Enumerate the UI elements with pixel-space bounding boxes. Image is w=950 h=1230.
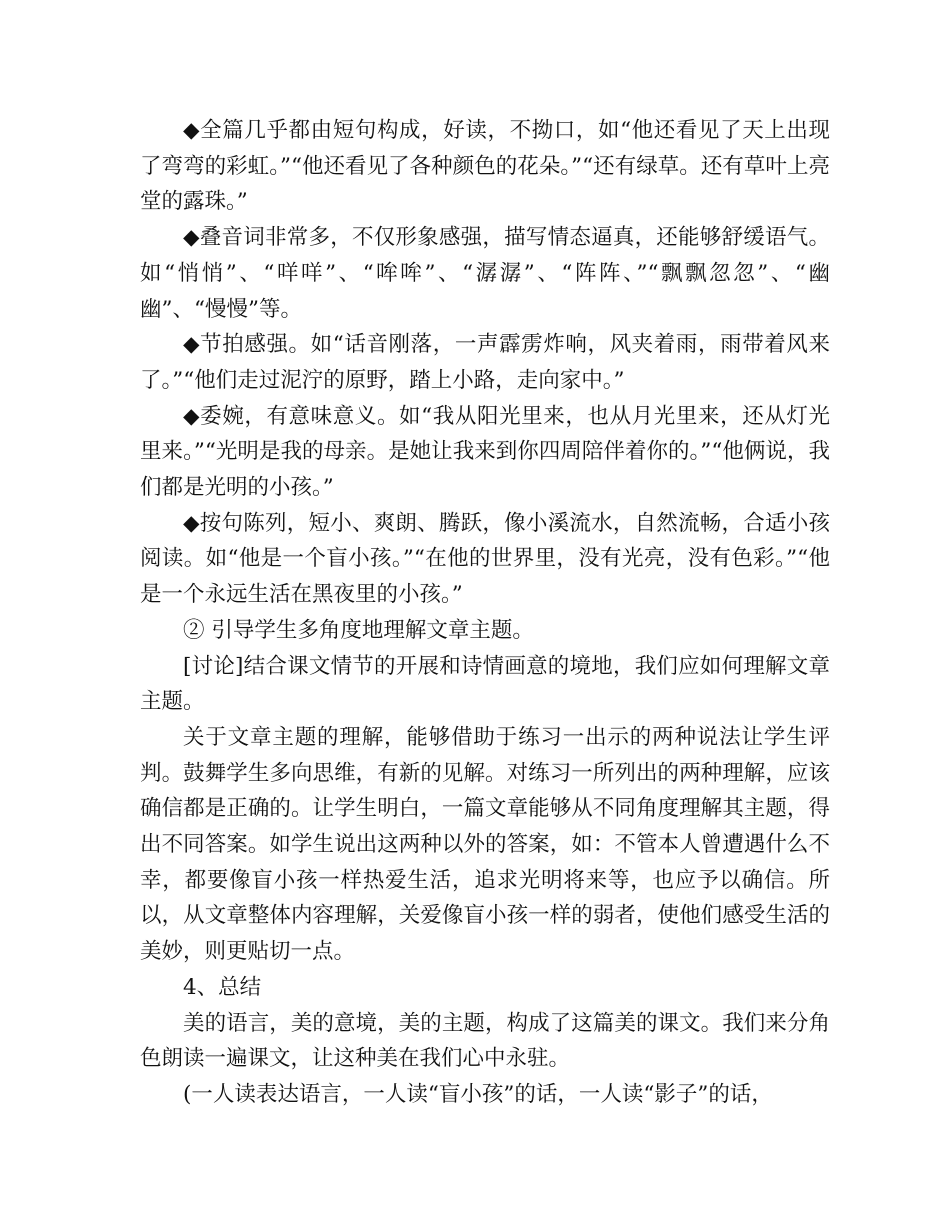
paragraph-summary: 美的语言，美的意境，美的主题，构成了这篇美的课文。我们来分角色朗读一遍课文，让这种美在我们心中永驻。 <box>140 1010 830 1072</box>
paragraph-rhythm: ◆节拍感强。如“话音刚落，一声霹雳炸响，风夹着雨，雨带着风来了。”“他们走过泥泞的原野，踏上小路，走向家中。” <box>140 332 830 393</box>
paragraph-euphemism: ◆委婉，有意味意义。如“我从阳光里来，也从月光里来，还从灯光里来。”“光明是我的母亲。是她让我来到你四周陪伴着你的。”“他俩说，我们都是光明的小孩。” <box>140 403 830 501</box>
paragraph-reading-roles: (一人读表达语言，一人读“盲小孩”的话，一人读“影子”的话， <box>183 1081 773 1107</box>
document-page <box>140 113 830 1113</box>
paragraph-guide-theme: ② 引导学生多角度地理解文章主题。 <box>183 617 534 643</box>
paragraph-sentence-arrangement: ◆按句陈列，短小、爽朗、腾跃，像小溪流水，自然流畅，合适小孩阅读。如“他是一个盲小孩。”“在他的世界里，没有光亮，没有色彩。”“他是一个永远生活在黑夜里的小孩。” <box>140 510 830 608</box>
paragraph-reduplicated-words: ◆叠音词非常多，不仅形象感强，描写情态逼真，还能够舒缓语气。如“悄悄”、“咩咩”、“哞哞”、“潺潺”、“阵阵、”“飘飘忽忽”、“幽幽”、“慢慢”等。 <box>140 225 830 322</box>
section-heading-summary: 4、总结 <box>183 974 262 1000</box>
paragraph-short-sentences: ◆全篇几乎都由短句构成，好读，不拗口，如“他还看见了天上出现了弯弯的彩虹。”“他还看见了各种颜色的花朵。”“还有绿草。还有草叶上亮堂的露珠。” <box>140 118 830 215</box>
paragraph-discussion: [讨论]结合课文情节的开展和诗情画意的境地，我们应如何理解文章主题。 <box>140 653 830 715</box>
paragraph-theme-understanding: 关于文章主题的理解，能够借助于练习一出示的两种说法让学生评判。鼓舞学生多向思维，有新的见解。对练习一所列出的两种理解，应该确信都是正确的。让学生明白，一篇文章能够从不同角度理解其主题，得出不同答案。如学生说出这两种以外的答案，如：不管本人曾遭遇什么不幸，都要像盲小孩一样热爱生活，追求光明将来等，也应予以确信。所以，从文章整体内容理解，关爱像盲小孩一样的弱者，使他们感受生活的美妙，则更贴切一点。 <box>140 724 830 965</box>
